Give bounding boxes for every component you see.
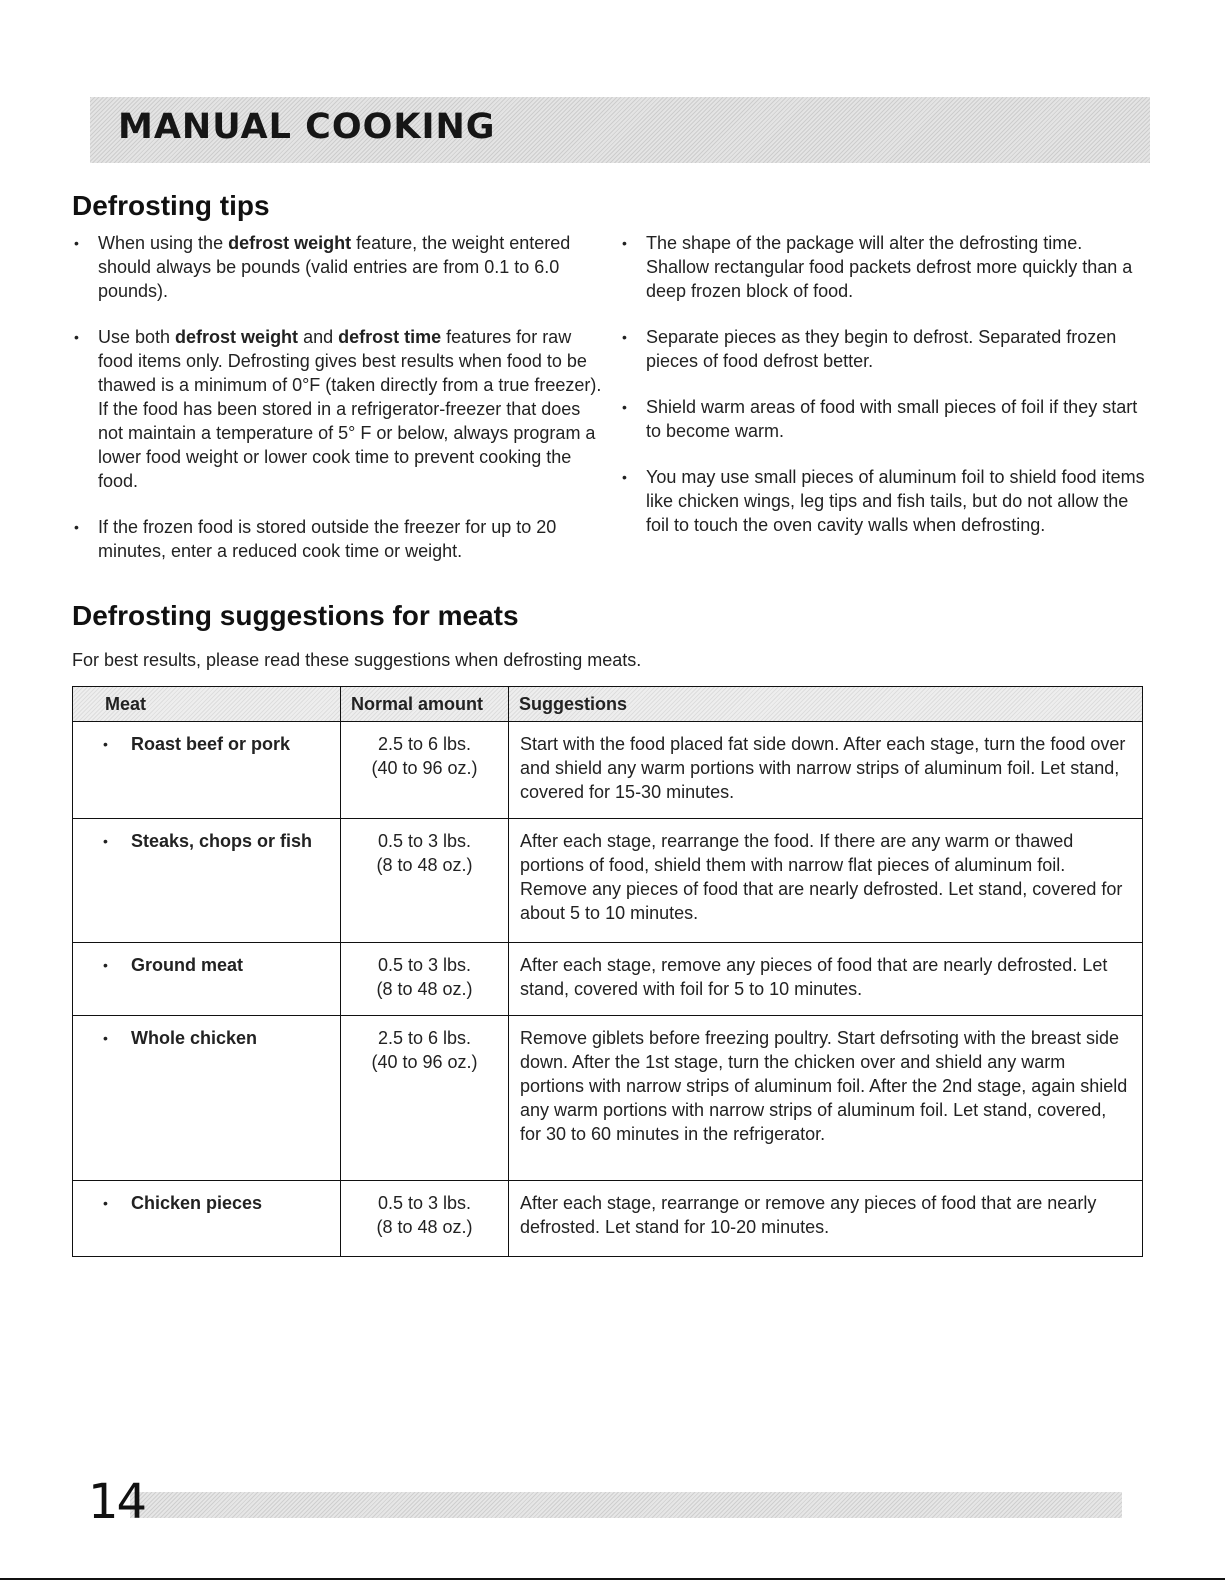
tip-item: • Shield warm areas of food with small pieces of foil if they start to become warm.: [620, 395, 1150, 443]
amount-cell: 2.5 to 6 lbs. (40 to 96 oz.): [341, 722, 509, 819]
table-row: [73, 1016, 1143, 1181]
table-header-row: [73, 687, 1143, 722]
suggestion-cell: Remove giblets before freezing poultry. Start defrsoting with the breast side down. After the 1st stage, turn the chicken over and shield any warm portions with narrow strips of aluminum foil. After the 2nd stage, again shield any warm portions with narrow strips of aluminum foil. Let stand, covered, for 30 to 60 minutes in the refrigerator.: [509, 1016, 1143, 1181]
table-row: [73, 1181, 1143, 1257]
amount-cell: 0.5 to 3 lbs. (8 to 48 oz.): [341, 1181, 509, 1257]
column-header-amount: Normal amount: [341, 687, 509, 722]
tip-item: • If the frozen food is stored outside the freezer for up to 20 minutes, enter a reduced cook time or weight.: [72, 515, 602, 563]
tip-item: • Use both defrost weight and defrost time features for raw food items only. Defrosting gives best results when food to be thawed is a minimum of 0°F (taken directly from a true freezer). If the food has been stored in a refrigerator-freezer that does not maintain a temperature of 5° F or below, always program a lower food weight or lower cook time to prevent cooking the food.: [72, 325, 602, 493]
meat-cell: • Whole chicken: [73, 1016, 341, 1181]
meat-cell: • Ground meat: [73, 943, 341, 1016]
suggestion-cell: After each stage, rearrange or remove any pieces of food that are nearly defrosted. Let stand for 10-20 minutes.: [509, 1181, 1143, 1257]
page-number: 14: [88, 1474, 146, 1530]
tip-item: • Separate pieces as they begin to defrost. Separated frozen pieces of food defrost better.: [620, 325, 1150, 373]
suggestion-cell: Start with the food placed fat side down. After each stage, turn the food over and shield any warm portions with narrow strips of aluminum foil. Let stand, covered for 15-30 minutes.: [509, 722, 1143, 819]
meat-cell: • Chicken pieces: [73, 1181, 341, 1257]
table-row: [73, 722, 1143, 819]
section-banner: [90, 97, 1150, 163]
bottom-rule: [0, 1578, 1225, 1580]
defrosting-tips-heading: Defrosting tips: [72, 190, 270, 221]
tip-item: • The shape of the package will alter the defrosting time. Shallow rectangular food packets defrost more quickly than a deep frozen block of food.: [620, 231, 1150, 303]
tip-item: • You may use small pieces of aluminum foil to shield food items like chicken wings, leg tips and fish tails, but do not allow the foil to touch the oven cavity walls when defrosting.: [620, 465, 1150, 537]
table-row: [73, 819, 1143, 943]
table-row: [73, 943, 1143, 1016]
page-title: MANUAL COOKING: [118, 107, 496, 147]
column-header-meat: Meat: [73, 687, 341, 722]
meat-cell: • Steaks, chops or fish: [73, 819, 341, 943]
meat-defrost-table: [72, 686, 1143, 1257]
meat-suggestions-heading: Defrosting suggestions for meats: [72, 600, 519, 631]
tip-item: • When using the defrost weight feature, the weight entered should always be pounds (valid entries are from 0.1 to 6.0 pounds).: [72, 231, 602, 303]
suggestion-cell: After each stage, remove any pieces of food that are nearly defrosted. Let stand, covered with foil for 5 to 10 minutes.: [509, 943, 1143, 1016]
meat-cell: • Roast beef or pork: [73, 722, 341, 819]
amount-cell: 0.5 to 3 lbs. (8 to 48 oz.): [341, 819, 509, 943]
amount-cell: 2.5 to 6 lbs. (40 to 96 oz.): [341, 1016, 509, 1181]
meat-suggestions-intro: For best results, please read these suggestions when defrosting meats.: [72, 650, 642, 670]
footer-bar: [130, 1492, 1122, 1518]
amount-cell: 0.5 to 3 lbs. (8 to 48 oz.): [341, 943, 509, 1016]
column-header-suggestions: Suggestions: [509, 687, 1143, 722]
suggestion-cell: After each stage, rearrange the food. If there are any warm or thawed portions of food, shield them with narrow flat pieces of aluminum foil. Remove any pieces of food that are nearly defrosted. Let stand, covered for about 5 to 10 minutes.: [509, 819, 1143, 943]
tips-right-column: [620, 231, 1150, 559]
tips-left-column: [72, 231, 602, 585]
